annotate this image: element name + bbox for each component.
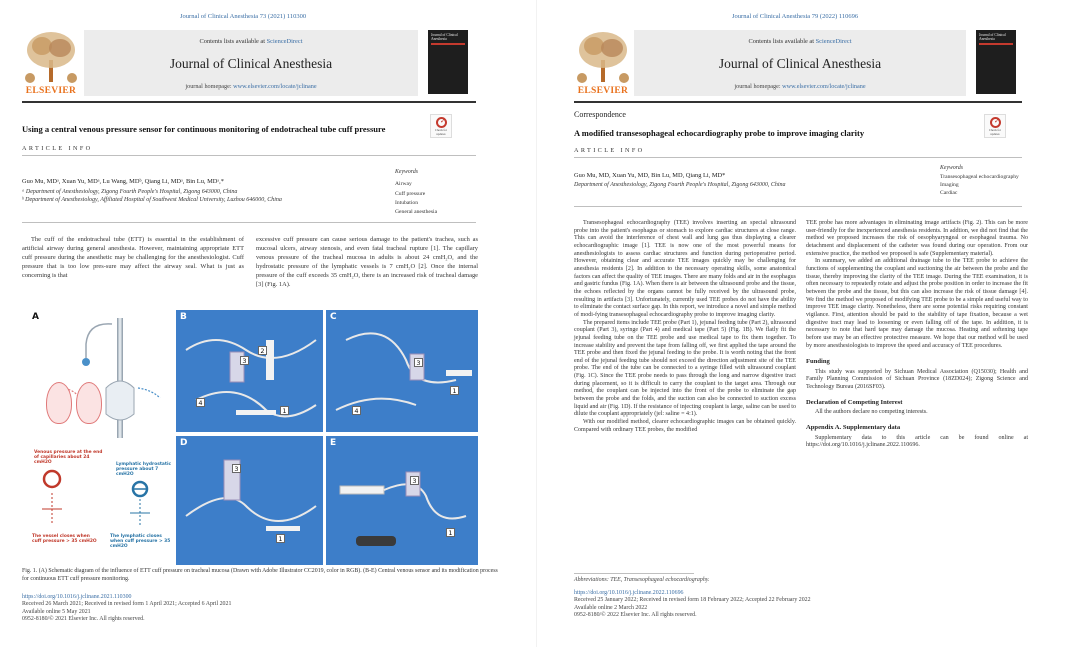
article-info-heading: ARTICLE INFO — [574, 147, 645, 154]
homepage-line — [84, 83, 418, 90]
homepage-prefix: journal homepage: — [185, 83, 234, 90]
check-mark-icon: ✓ — [440, 117, 446, 125]
body-paragraph: excessive cuff pressure can cause serious damage to the patient's trachea, such as mucosal ulcers, airway stenosis, and even fatal tracheal rupture [1]. The capillary venous pressure of the tracheal mucosa in adults is about 24 cmH₂O, and the hydrostatic pressure of the lymphatic vessels is 7 cmH₂O [2]. Once the internal pressure of the cuff exceeds 35 cmH₂O, there is an increased risk of tracheal damage [3] (Fig. 1A). — [256, 236, 478, 288]
body-paragraph: In summary, we added an additional drainage tube to the TEE probe to achieve the functions of supplementing the couplant and suctioning the air between the probe and the tissue, thereby improving the clarity of the TEE image. During the TEE examination, it is often necessary to repeatedly rotate and adjust the probe position in order to increase the fit between the probe and the tissue, but this can also increase the risk of tissue damage [4]. We find the method we proposed of modifying TEE probe to be a simple and useful way to improve TEE image clarity. Nonetheless, there are some potential risks requiring constant vigilance. First, attention should be paid to the stability of tape fixation, because a wet digestive tract may lead to loosening or even falling off of the tape. In addition, it is necessary to note that hard tape may damage the mucosa. Heating and softening tape before use may be an effective protective measure. We hope that our method will be used by more anesthesiologists to improve the speed and accuracy of TEE procedures. — [806, 258, 1028, 349]
journal-title: Journal of Clinical Anesthesia — [169, 56, 333, 71]
contents-line — [634, 38, 966, 45]
author-list: Guo Mu, MDᵃ, Xuan Yu, MDᵃ, Lu Wang, MDᵇ, Qiang Li, MDᵃ, Bin Lu, MDᵃ,* — [22, 178, 224, 185]
coi-heading: Declaration of Competing Interest — [806, 398, 903, 406]
part-number-badge: 3 — [240, 356, 249, 365]
lymph-pressure-label: Lymphatic hydrostatic pressure about 7 cmH2O — [116, 462, 172, 478]
affiliation-b: ᵇ Department of Anesthesiology, Affiliated Hospital of Southwest Medical University, Luzhou 646000, China — [22, 197, 282, 203]
elsevier-tree-icon — [22, 30, 80, 84]
article-footer — [22, 594, 422, 623]
body-column-2 — [256, 236, 478, 289]
right-lung-icon — [76, 382, 102, 424]
homepage-prefix: journal homepage: — [734, 83, 783, 90]
part-number-badge: 4 — [196, 398, 205, 407]
keywords-heading: Keywords — [940, 165, 963, 171]
sciencedirect-link[interactable]: ScienceDirect — [266, 38, 303, 45]
right-article-page — [560, 0, 1080, 647]
affiliation: Department of Anesthesiology, Zigong Fourth People's Hospital, Zigong 643000, China — [574, 182, 786, 188]
panel-label: C — [330, 312, 337, 322]
homepage-link[interactable]: www.elsevier.com/locate/jclinane — [233, 83, 317, 90]
keywords-heading: Keywords — [395, 169, 418, 175]
cover-title: Journal of Clinical Anesthesia — [979, 33, 1006, 41]
page-divider — [536, 0, 537, 647]
elsevier-logo — [574, 30, 632, 96]
part-number-badge: 1 — [276, 534, 285, 543]
elsevier-tree-icon — [574, 30, 632, 84]
panel-label: B — [180, 312, 187, 322]
online-date: Available online 5 May 2021 — [22, 608, 91, 615]
check-updates-label: Check for updates — [435, 128, 447, 136]
part-number-badge: 3 — [414, 358, 423, 367]
cover-band — [431, 43, 465, 45]
doi-link[interactable]: https://doi.org/10.1016/j.jclinane.2021.110300 — [22, 594, 132, 600]
affiliation-a: ᵃ Department of Anesthesiology, Zigong Fourth People's Hospital, Zigong 643000, China — [22, 189, 238, 195]
abstract-rule — [574, 206, 1022, 207]
funding-text: This study was supported by Sichuan Medical Association (Q15030); Health and Family Planning Commission of Sichuan Province (18ZD024); Zigong Science and Technology Bureau (2016SF03). — [806, 368, 1028, 391]
keyword-item: Cuff pressure — [395, 191, 426, 197]
panel-label: A — [32, 312, 39, 322]
part-number-badge: 3 — [232, 464, 241, 473]
check-updates-badge[interactable] — [430, 114, 452, 138]
check-mark-icon: ✓ — [994, 117, 1000, 125]
info-rule — [574, 157, 1022, 158]
journal-title: Journal of Clinical Anesthesia — [718, 56, 882, 71]
vessel-close-label: The vessel closes when cuff pressure > 35 cmH2O — [32, 534, 97, 545]
article-title: Using a central venous pressure sensor for continuous monitoring of endotracheal tube cuff pressure — [22, 124, 386, 134]
panel-a-schematic — [28, 310, 173, 565]
received-dates: Received 26 March 2021; Received in revised form 1 April 2021; Accepted 6 April 2021 — [22, 601, 232, 608]
coi-text: All the authors declare no competing interests. — [815, 409, 928, 416]
body-paragraph: Transesophageal echocardiography (TEE) involves inserting an special ultrasound probe into the patient's esophagus or stomach to explore cardiac structures at close range. This can avoid the interference of chest wall and lung gas thus displaying a clearer echocardiographic image [1]. TEE is now one of the most powerful means for anesthesiologists to assess cardiac structures and function during perioperative period. However, obtaining clear and accurate TEE images quickly may be challenging for anesthesia residents [2]. In addition to the necessary operating skills, some anatomical factors can affect the quality of TEE images. There are many folds and air in the esophagus and gastric fundus (Fig. 1A). When there is air between the ultrasound probe and the tissue, the echoes reflected by the organs cannot be fully received by the ultrasound probe, resulting in artifacts [3]. Unfortunately, currently used TEE probes do not have the ability to eliminate the contact surface gap. In this report, we introduce a novel and simple method of modi-fying transesophageal echocardiography probe to improve imaging clarity. — [574, 220, 796, 318]
abbreviations-note: Abbreviations: TEE, Transesophageal echocardiography. — [574, 577, 710, 583]
keyword-item: Cardiac — [940, 190, 958, 196]
left-lung-icon — [46, 382, 72, 424]
part-number-badge: 1 — [446, 528, 455, 537]
body-paragraph: The cuff of the endotracheal tube (ETT) is essential in the establishment of artificial airway during general anesthesia. However, maintaining appropriate ETT cuff pressure during the anesthetic may be challenging for the anesthesiologist. Cuff pressure that is too low pres-sure may affect the airway seal. What is just as concerning is that — [22, 236, 244, 279]
online-date: Available online 2 March 2022 — [574, 604, 648, 611]
sensor-photo-icon — [326, 310, 478, 432]
publisher-name: ELSEVIER — [577, 86, 629, 96]
doi-link[interactable]: https://doi.org/10.1016/j.jclinane.2022.110696 — [574, 590, 684, 596]
lymph-close-label: The lymphatic closes when cuff pressure > 35 cmH2O — [110, 534, 171, 550]
journal-cover — [976, 30, 1016, 94]
sensor-photo-icon — [176, 310, 323, 432]
part-number-badge: 2 — [258, 346, 267, 355]
cover-title: Journal of Clinical Anesthesia — [431, 33, 458, 41]
header-rule — [22, 101, 476, 103]
part-number-badge: 1 — [280, 406, 289, 415]
left-article-page — [0, 0, 520, 647]
figure-1 — [28, 310, 478, 565]
vessel-diagrams-icon — [28, 465, 173, 565]
contents-prefix: Contents lists available at — [748, 38, 816, 45]
contents-line — [84, 38, 418, 45]
funding-heading: Funding — [806, 358, 830, 366]
keyword-item: Transesophageal echocardiography — [940, 174, 1019, 180]
panel-c-photo — [326, 310, 478, 432]
body-paragraph: TEE probe has more advantages in eliminating image artifacts (Fig. 2). This can be more user-friendly for the inexperienced anesthesia residents. In addtion, we did not find that the method we proposed increases the risk of oesophyaryngeal or esophageal trauma. No detachment and displacement of the catheter was found during our operation. From our extensive practice, the method we proposed is safe (Supplementary material). — [806, 220, 1028, 257]
journal-citation[interactable]: Journal of Clinical Anesthesia 73 (2021) 110300 — [180, 13, 307, 20]
check-updates-label: Check for updates — [989, 128, 1001, 136]
info-rule — [22, 155, 476, 156]
keyword-item: General anesthesia — [395, 209, 438, 215]
sensor-photo-icon — [176, 436, 323, 565]
appendix-text: Supplementary data to this article can be found online at https://doi.org/10.1016/j.jclinane.2022.110696. — [806, 434, 1028, 449]
part-number-badge: 3 — [410, 476, 419, 485]
check-updates-badge[interactable] — [984, 114, 1006, 138]
abstract-rule — [22, 222, 476, 223]
copyright-line: 0952-8180/© 2022 Elsevier Inc. All rights reserved. — [574, 611, 697, 618]
body-paragraph: The prepared items include TEE probe (Part 1), jejunal feeding tube (Part 2), ultrasound couplant (Part 3), syringe (Part 4) and medical tape (Part 5) (Fig. 1B). We flatly fit the jejunal feeding tube on the TEE probe and use medical tape to fix them together. To increase stability and prevent the tape from falling off, we first applied the tape around the TEE probe and then fixed the jejunal feeding to the probe. It is worth noting that the front end of the jejunal feeding tube should not exceed the direction adjustment site of the TEE probe. The end of the tube can be connected to a syringe filled with ultrasound couplant (Fig. 1C). Since the TEE probe needs to pass through the long and narrow digestive tract during placement, so it is difficult to carry the couplant to the target area. Through our method, the couplant can be injected into the front of the probe to eliminate the gap between the probe and the folds, and the suction can also be connected to suction excess liquid and air (Fig. 1D). If the resistance of injecting couplant is large, saline can be used to dilute the couplant appropriately (jel: saline = 4:1). — [574, 319, 796, 418]
body-paragraph: With our modified method, clearer echocardiographic images can be obtained quickly. Compared with ordinary TEE probes, the modified — [574, 419, 796, 433]
panel-e-photo — [326, 436, 478, 565]
appendix-heading: Appendix A. Supplementary data — [806, 424, 901, 432]
publisher-name: ELSEVIER — [25, 86, 77, 96]
figure-caption: Fig. 1. (A) Schematic diagram of the influence of ETT cuff pressure on tracheal mucosa (Drawn with Adobe Illustrator CC2019, color in RGB). (B-E) Central venous sensor and its modification process for continuous ETT cuff pressure monitoring. — [22, 568, 498, 582]
panel-b-photo — [176, 310, 323, 432]
copyright-line: 0952-8180/© 2021 Elsevier Inc. All rights reserved. — [22, 615, 145, 622]
article-footer — [574, 590, 994, 619]
body-column-2 — [806, 220, 1028, 450]
part-number-badge: 1 — [450, 386, 459, 395]
article-info-heading: ARTICLE INFO — [22, 145, 93, 152]
received-dates: Received 25 January 2022; Received in revised form 18 February 2022; Accepted 22 February 2022 — [574, 597, 811, 604]
contents-prefix: Contents lists available at — [199, 38, 267, 45]
part-number-badge: 4 — [352, 406, 361, 415]
homepage-line — [634, 83, 966, 90]
panel-d-photo — [176, 436, 323, 565]
article-title: A modified transesophageal echocardiography probe to improve imaging clarity — [574, 128, 865, 138]
journal-citation[interactable]: Journal of Clinical Anesthesia 79 (2022) 110696 — [732, 13, 859, 20]
sensor-photo-icon — [326, 436, 478, 565]
panel-label: E — [330, 438, 337, 448]
keyword-item: Imaging — [940, 182, 959, 188]
elsevier-logo — [22, 30, 80, 96]
body-column-1 — [574, 220, 796, 434]
footnote-rule — [574, 573, 694, 574]
keyword-item: Airway — [395, 181, 412, 187]
sciencedirect-link[interactable]: ScienceDirect — [815, 38, 852, 45]
keyword-item: Intubation — [395, 200, 418, 206]
panel-label: D — [180, 438, 188, 448]
body-column-1 — [22, 236, 244, 281]
homepage-link[interactable]: www.elsevier.com/locate/jclinane — [782, 83, 866, 90]
header-rule — [574, 101, 1022, 103]
venous-pressure-label: Venous pressure at the end of capillaries about 24 cmH2O — [34, 450, 103, 466]
section-kind: Correspondence — [574, 110, 626, 119]
journal-header — [634, 30, 966, 96]
author-list: Guo Mu, MD, Xuan Yu, MD, Bin Lu, MD, Qiang Li, MD* — [574, 172, 726, 179]
cover-band — [979, 43, 1013, 45]
journal-header — [84, 30, 418, 96]
journal-cover — [428, 30, 468, 94]
